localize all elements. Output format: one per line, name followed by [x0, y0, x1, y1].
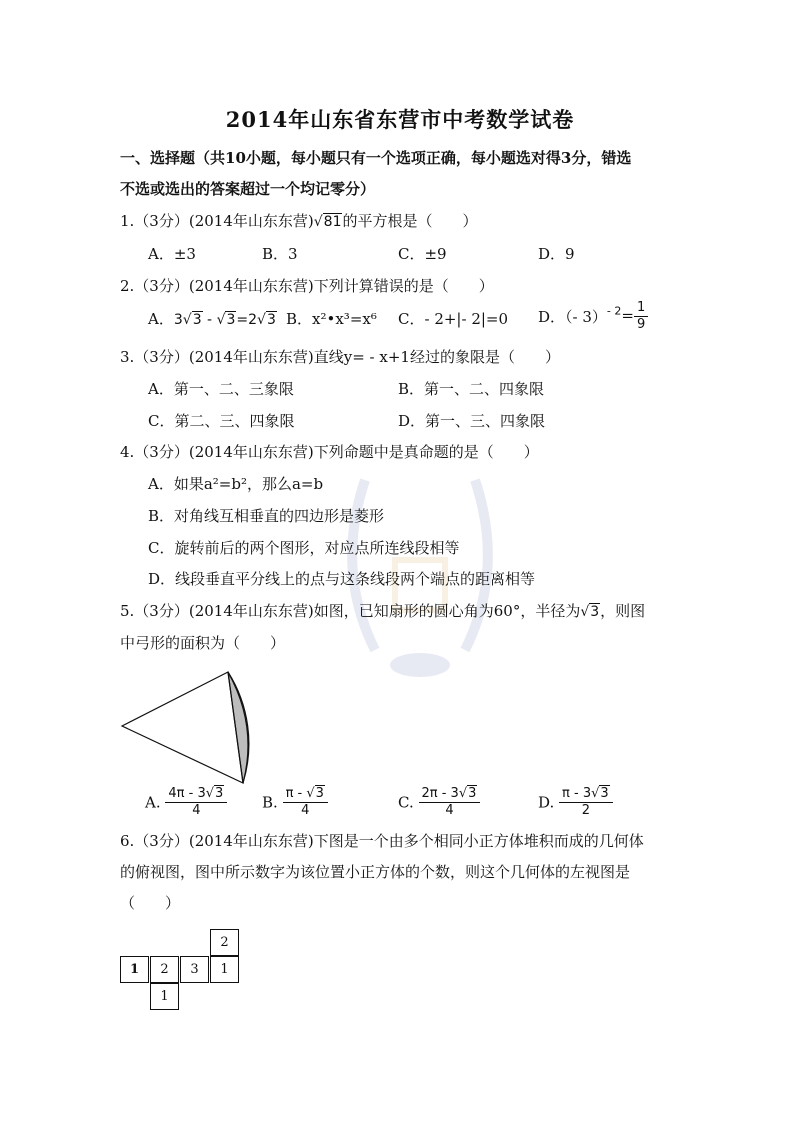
grid-cell: 1 [120, 956, 149, 983]
question-1 [120, 210, 478, 231]
sector-figure [118, 668, 278, 790]
question-4: 4.（3分）(2014年山东东营)下列命题中是真命题的是（ ） [120, 443, 539, 461]
q1-option-d: D．9 [538, 245, 575, 263]
q1-suffix: 的平方根是（ ） [342, 212, 478, 230]
q1-sqrt: √81 [313, 214, 342, 230]
q3-option-c: C．第二、三、四象限 [148, 412, 295, 430]
section-heading-line2: 不选或选出的答案超过一个均记零分） [120, 180, 376, 198]
q1-prefix: 1.（3分）(2014年山东东营) [120, 212, 314, 230]
question-5-line2: 中弓形的面积为（ ） [120, 634, 286, 652]
watermark-emblem [335, 440, 505, 690]
q4-option-d: D．线段垂直平分线上的点与这条线段两个端点的距离相等 [148, 570, 536, 588]
question-6-line3: （ ） [120, 894, 181, 912]
q1-option-a: A．±3 [148, 245, 196, 263]
q2-option-c: C．- 2+|- 2|=0 [398, 310, 509, 328]
q3-option-a: A．第一、二、三象限 [148, 380, 294, 398]
q2-option-b: B．x²•x³=x⁶ [286, 310, 377, 328]
q2-option-a: A．3√3 - √3=2√3 [148, 310, 276, 328]
question-5-line1: 5.（3分）(2014年山东东营)如图，已知扇形的圆心角为60°，半径为√3，则图 [120, 602, 646, 620]
q3-option-d: D．第一、三、四象限 [398, 412, 546, 430]
grid-cell: 3 [180, 956, 209, 983]
q5-option-b: B. $\frac{\pi - √3}{4}$ [262, 786, 328, 819]
page-title: 2014年山东省东营市中考数学试卷 [225, 107, 575, 132]
q1-option-b: B．3 [262, 245, 298, 263]
q5-option-a: A. $\frac{4\pi - 3√3}{4}$ [145, 786, 227, 819]
q2-option-d: D．（- 3）$^{- 2}$= $\frac{1}{9}$ [538, 300, 648, 333]
grid-cell: 2 [150, 956, 179, 983]
grid-cell: 1 [210, 956, 239, 983]
q4-option-b: B．对角线互相垂直的四边形是菱形 [148, 507, 385, 525]
section-heading-line1: 一、选择题（共10小题，每小题只有一个选项正确，每小题选对得3分，错选 [120, 149, 632, 167]
q5-option-c: C. $\frac{2\pi - 3√3}{4}$ [398, 786, 480, 819]
grid-cell: 1 [150, 983, 179, 1010]
q3-option-b: B．第一、二、四象限 [398, 380, 545, 398]
question-6-line2: 的俯视图，图中所示数字为该位置小正方体的个数，则这个几何体的左视图是 [120, 863, 631, 881]
grid-cell: 2 [210, 929, 239, 956]
q4-option-a: A．如果a²=b²，那么a=b [148, 475, 324, 493]
question-3: 3.（3分）(2014年山东东营)直线y= - x+1经过的象限是（ ） [120, 348, 560, 366]
q4-option-c: C．旋转前后的两个图形，对应点所连线段相等 [148, 539, 460, 557]
q1-radicand: 81 [323, 214, 342, 230]
question-6-line1: 6.（3分）(2014年山东东营)下图是一个由多个相同小正方体堆积而成的几何体 [120, 832, 644, 850]
q1-option-c: C．±9 [398, 245, 447, 263]
q5-option-d: D. $\frac{\pi - 3√3}{2}$ [538, 786, 613, 819]
question-2: 2.（3分）(2014年山东东营)下列计算错误的是（ ） [120, 277, 494, 295]
